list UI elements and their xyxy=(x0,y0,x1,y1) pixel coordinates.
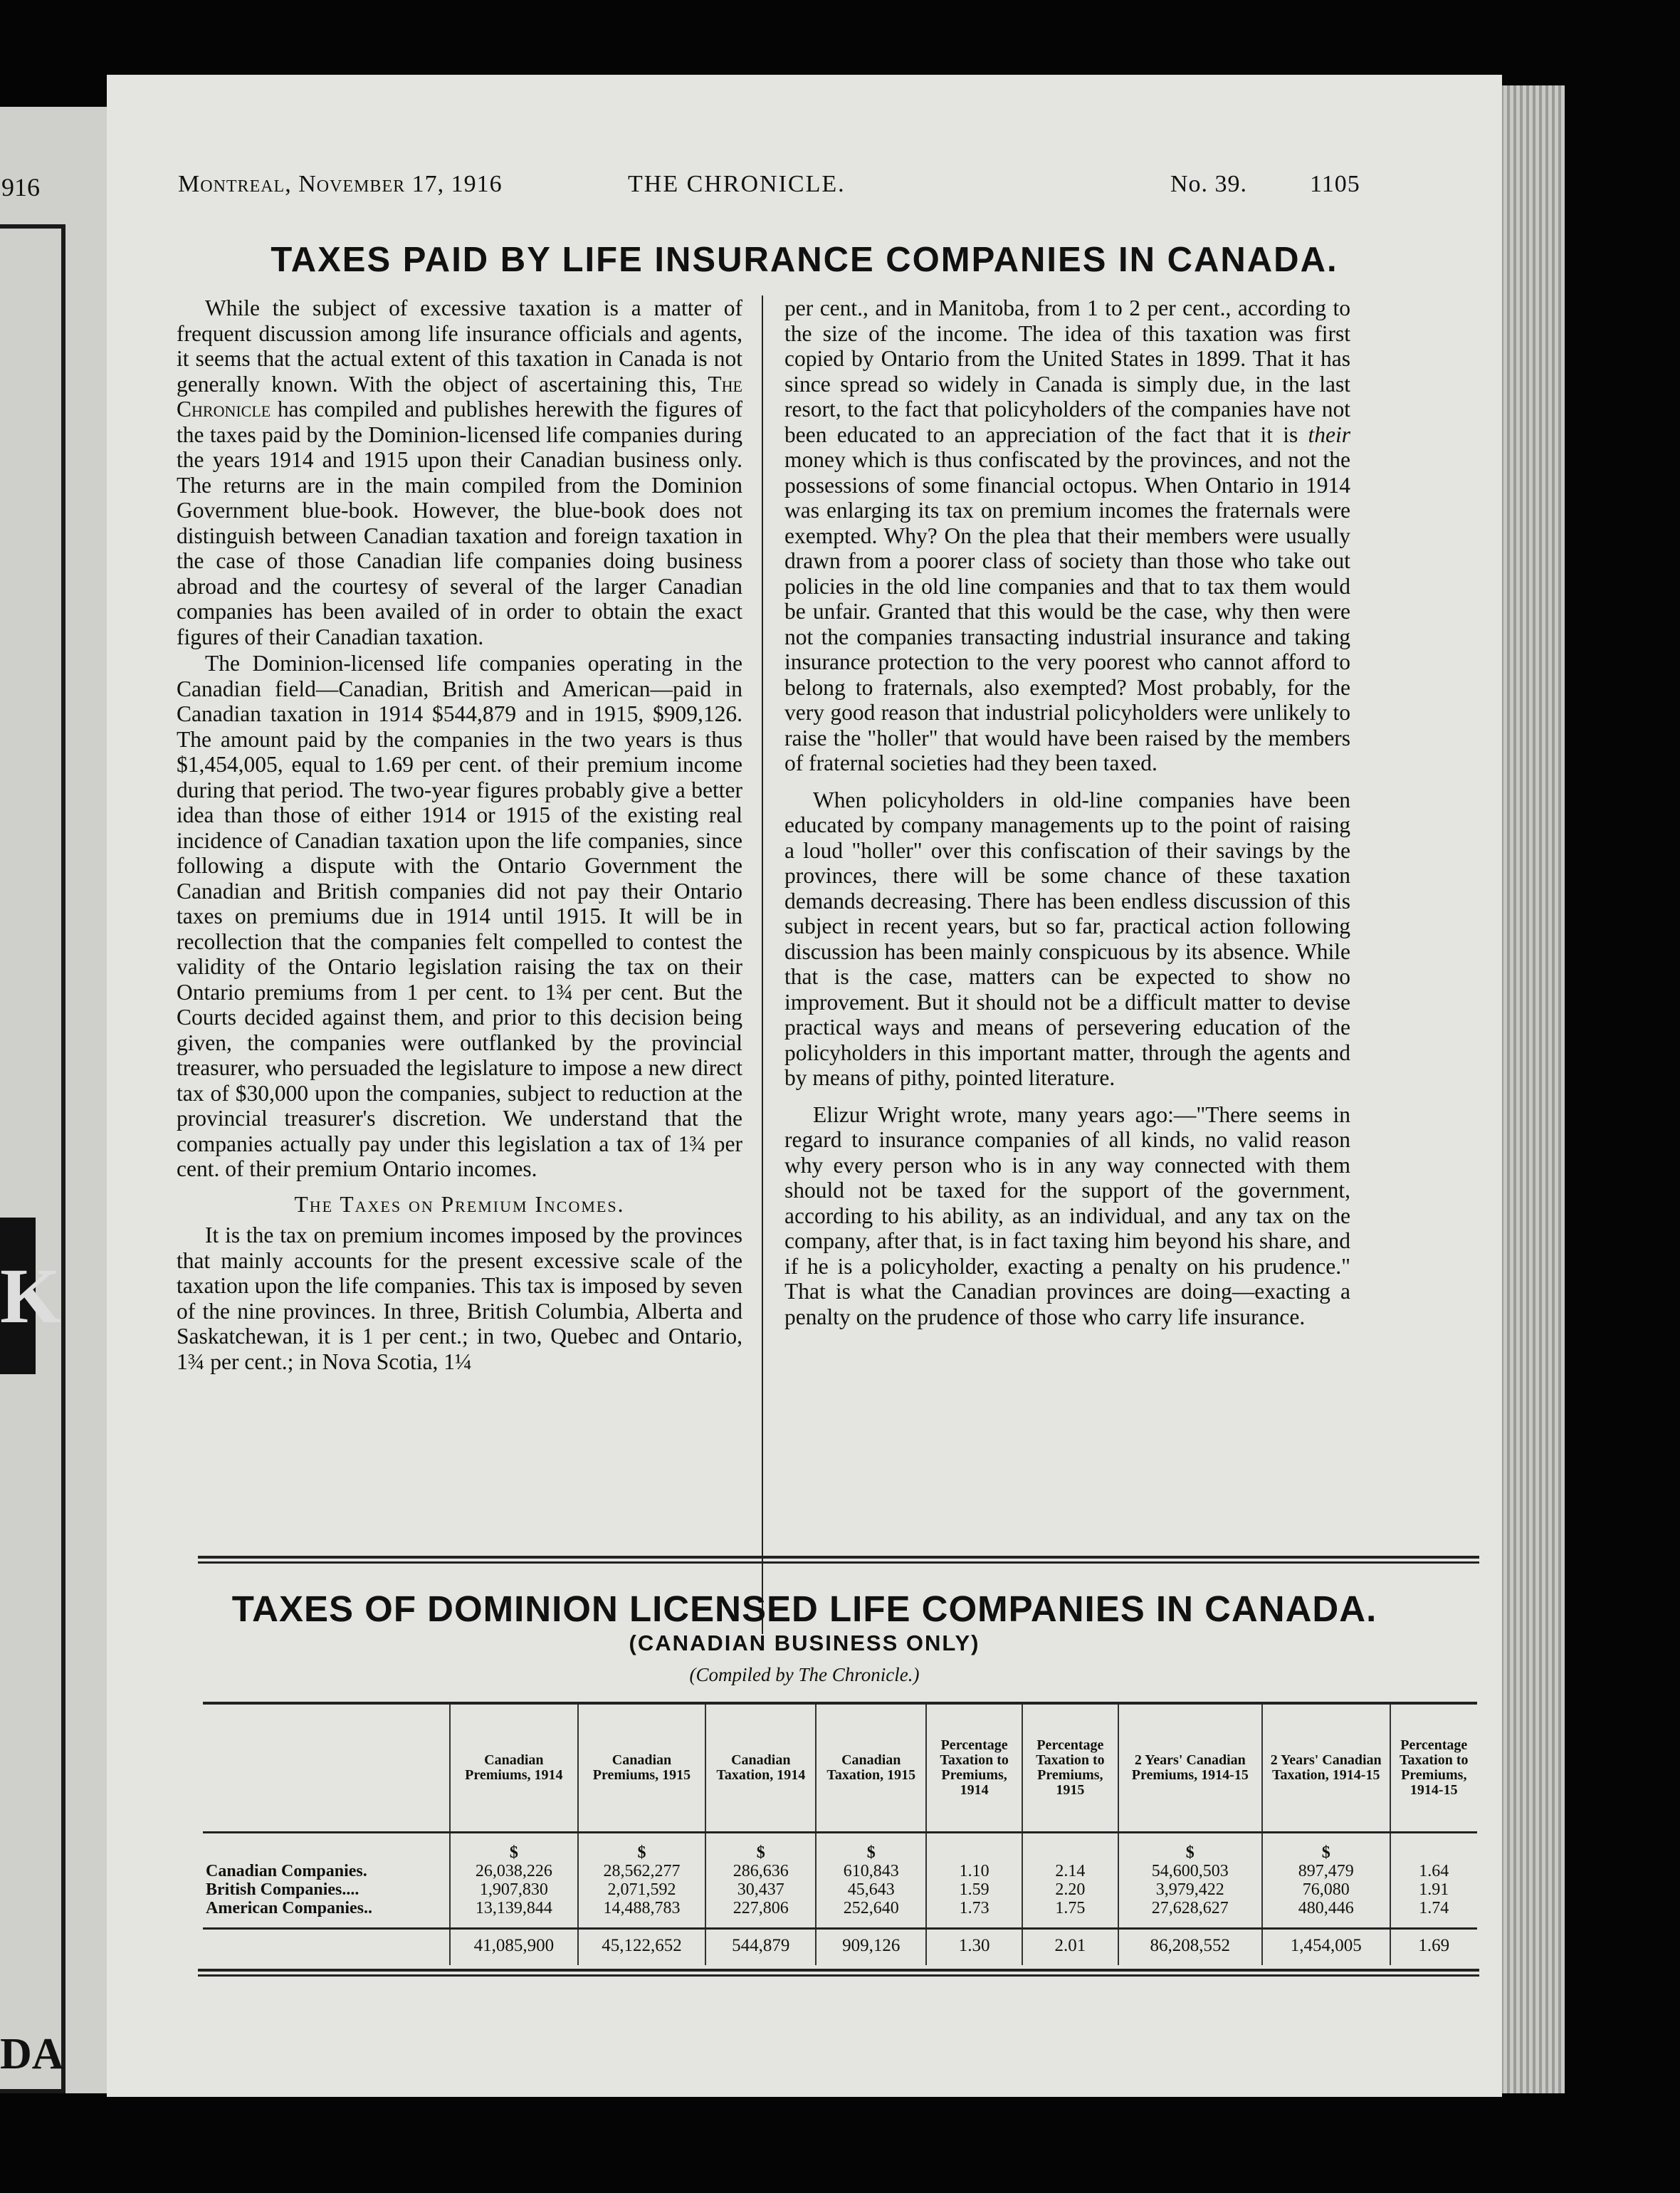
book-fore-edge xyxy=(1501,85,1565,2093)
table-cell: 1.73 xyxy=(959,1899,989,1917)
dollar-mark: $ xyxy=(637,1843,646,1862)
table-cell: 76,080 xyxy=(1302,1880,1350,1899)
section-subheading: The Taxes on Premium Incomes. xyxy=(294,1191,625,1217)
table-cell: 286,636 xyxy=(733,1862,789,1880)
table-subtitle: (CANADIAN BUSINESS ONLY) xyxy=(629,1631,980,1655)
col-pct-1915 xyxy=(1022,1833,1118,1929)
table-cell: 14,488,783 xyxy=(603,1899,681,1917)
issue-number: No. 39. xyxy=(1170,171,1248,197)
adjacent-page-fragment: DA xyxy=(0,2030,64,2078)
table-cell: 1,907,830 xyxy=(479,1880,548,1899)
table-cell: 26,038,226 xyxy=(475,1862,552,1880)
col-taxation-1915 xyxy=(816,1833,926,1929)
column-divider xyxy=(762,295,763,1634)
journal-page xyxy=(107,75,1502,2097)
col-pct-1914 xyxy=(926,1833,1022,1929)
total-cell: 544,879 xyxy=(705,1929,816,1966)
total-cell: 1.69 xyxy=(1390,1929,1477,1966)
row-labels xyxy=(203,1833,450,1929)
table-cell: 13,139,844 xyxy=(475,1899,552,1917)
header-taxation-1914: Canadian Taxation, 1914 xyxy=(705,1703,816,1833)
col-premiums-1914 xyxy=(450,1833,578,1929)
paragraph-3-continued: per cent., and in Manitoba, from 1 to 2 per cent., according to the size of the income. The idea of this taxation was first copied by Ontario from the United States in 1899. That it has since spread so widely in Canada is simply due, in the last resort, to the fact that policyholders of the companies have not been educated to an appreciation of the fact that it is their money which is thus confiscated by the provinces, and not the possessions of some financial octopus. When Ontario in 1914 was enlarging its tax on premium incomes the fraternals were exempted. Why? On the plea that their members were usually drawn from a poorer class of society than those who take out policies in the old line companies and that to tax them would be unfair. Granted that this would be the case, why then were not the companies transacting industrial insurance and taking insurance protection to the very poorest who cannot afford to belong to fraternals, also exempted? Most probably, for the very good reason that industrial policyholders were unlikely to raise the "holler" that would have been raised by the members of fraternal societies had they been taxed. xyxy=(784,295,1350,775)
total-cell: 86,208,552 xyxy=(1118,1929,1262,1966)
row-label-canadian: Canadian Companies. xyxy=(206,1862,367,1880)
table-cell: 227,806 xyxy=(733,1899,789,1917)
table-note: (Compiled by The Chronicle.) xyxy=(689,1664,920,1685)
article-column-right xyxy=(784,295,1350,1634)
row-label-british: British Companies.... xyxy=(206,1880,359,1899)
total-cell: 1.30 xyxy=(926,1929,1022,1966)
total-cell: 45,122,652 xyxy=(578,1929,706,1966)
col-two-year-premiums xyxy=(1118,1833,1262,1929)
table-cell: 897,479 xyxy=(1298,1862,1354,1880)
header-two-year-taxation: 2 Years' Canadian Taxation, 1914-15 xyxy=(1262,1703,1390,1833)
paragraph-2: The Dominion-licensed life companies operating in the Canadian field—Canadian, British and American—paid in Canadian taxation in 1914 $544,879 and in 1915, $909,126. The amount paid by the companies in the two years is thus $1,454,005, equal to 1.69 per cent. of their premium income during that period. The two-year figures probably give a better idea than those of either 1914 or 1915 of the existing real incidence of Canadian taxation upon the life companies, since following a dispute with the Ontario Government the Canadian and British companies did not pay their Ontario taxes on premiums due in 1914 until 1915. It will be in recollection that the companies felt compelled to contest the validity of the Ontario legislation raising the tax on their Ontario premiums from 1 per cent. to 1¾ per cent. But the Courts decided against them, and prior to this decision being given, the companies were outflanked by the provincial treasurer, who persuaded the legislature to impose a new direct tax of $30,000 upon the companies, subject to reduction at the provincial treasurer's discretion. We understand that the companies actually pay under this legislation a tax of 1¾ per cent. of their premium Ontario incomes. xyxy=(177,651,742,1181)
table-cell: 252,640 xyxy=(843,1899,899,1917)
table-cell: 1.75 xyxy=(1055,1899,1086,1917)
article-headline: TAXES PAID BY LIFE INSURANCE COMPANIES IN CANADA. xyxy=(271,241,1338,279)
total-cell: 41,085,900 xyxy=(450,1929,578,1966)
header-pct-1914: Percentage Taxation to Premiums, 1914 xyxy=(926,1703,1022,1833)
paragraph-3: It is the tax on premium incomes imposed by the provinces that mainly accounts for the present excessive scale of the taxation upon the life companies. This tax is imposed by seven of the nine provinces. In three, British Columbia, Alberta and Saskatchewan, it is 1 per cent.; in two, Quebec and Ontario, 1¾ per cent.; in Nova Scotia, 1¼ xyxy=(177,1223,742,1374)
table-cell: 1.10 xyxy=(959,1862,989,1880)
table-title: TAXES OF DOMINION LICENSED LIFE COMPANIES IN CANADA. xyxy=(231,1589,1377,1629)
dateline: Montreal, November 17, 1916 xyxy=(178,171,503,197)
table-cell: 54,600,503 xyxy=(1151,1862,1229,1880)
table-total-row xyxy=(203,1929,1477,1966)
header-taxation-1915: Canadian Taxation, 1915 xyxy=(816,1703,926,1833)
col-two-year-pct xyxy=(1390,1833,1477,1929)
dollar-mark: $ xyxy=(509,1843,518,1862)
row-label-american: American Companies.. xyxy=(206,1899,372,1917)
paragraph-5: Elizur Wright wrote, many years ago:—"There seems in regard to insurance companies of all kinds, no valid reason why every person who is in any way connected with them should not be taxed for the support of the government, according to his ability, as an individual, and any tax on the company, after that, is in fact taxing him beyond his share, and if he is a policyholder, exacting a penalty on his prudence." That is what the Canadian provinces are doing—exacting a penalty on the prudence of those who carry life insurance. xyxy=(784,1101,1350,1329)
dollar-mark: $ xyxy=(756,1843,765,1862)
journal-name: The Chronicle xyxy=(177,371,742,422)
table-bottom-rule xyxy=(198,1969,1479,1977)
adjacent-page-frame xyxy=(0,224,65,2093)
table-cell: 480,446 xyxy=(1298,1899,1354,1917)
page-number: 1105 xyxy=(1310,171,1360,197)
header-pct-1915: Percentage Taxation to Premiums, 1915 xyxy=(1022,1703,1118,1833)
table-cell: 45,643 xyxy=(847,1880,895,1899)
table-cell: 2.14 xyxy=(1055,1862,1086,1880)
table-cell: 610,843 xyxy=(843,1862,899,1880)
table-cell: 28,562,277 xyxy=(603,1862,681,1880)
table-cell: 30,437 xyxy=(737,1880,784,1899)
col-two-year-taxation xyxy=(1262,1833,1390,1929)
dollar-mark: $ xyxy=(866,1843,876,1862)
table-cell: 3,979,422 xyxy=(1155,1880,1224,1899)
table-cell: 1.74 xyxy=(1419,1899,1449,1917)
header-premiums-1915: Canadian Premiums, 1915 xyxy=(578,1703,706,1833)
adjacent-page-edge xyxy=(0,107,107,2093)
header-two-year-premiums: 2 Years' Canadian Premiums, 1914-15 xyxy=(1118,1703,1262,1833)
table-top-rule xyxy=(198,1556,1479,1564)
total-cell: 909,126 xyxy=(816,1929,926,1966)
table-cell: 2,071,592 xyxy=(607,1880,676,1899)
table-cell: 27,628,627 xyxy=(1151,1899,1229,1917)
paragraph-1: While the subject of excessive taxation is a matter of frequent discussion among life insurance officials and agents, it seems that the actual extent of this taxation in Canada is not generally known. With the object of ascertaining this, The Chronicle has compiled and publishes herewith the figures of the taxes paid by the Dominion-licensed life companies during the years 1914 and 1915 upon their Canadian business only. The returns are in the main compiled from the Dominion Government blue-book. However, the blue-book does not distinguish between Canadian taxation and foreign taxation in the case of those Canadian life companies doing business abroad and the courtesy of several of the larger Canadian companies has been availed of in order to obtain the exact figures of their Canadian taxation. xyxy=(177,295,742,649)
table-cell: 1.64 xyxy=(1419,1862,1449,1880)
table-cell: 2.20 xyxy=(1055,1880,1086,1899)
dollar-mark: $ xyxy=(1321,1843,1330,1862)
header-two-year-pct: Percentage Taxation to Premiums, 1914-15 xyxy=(1390,1703,1477,1833)
total-cell: 1,454,005 xyxy=(1262,1929,1390,1966)
total-label-blank xyxy=(203,1929,450,1966)
header-premiums-1914: Canadian Premiums, 1914 xyxy=(450,1703,578,1833)
adjacent-page-number: 916 xyxy=(1,173,40,201)
table-body-row xyxy=(203,1833,1477,1929)
journal-title: THE CHRONICLE. xyxy=(628,171,846,197)
dollar-mark: $ xyxy=(1185,1843,1195,1862)
paragraph-4: When policyholders in old-line companies have been educated by company managements up to the point of raising a loud "holler" over this confiscation of their savings by the provinces, there will be some chance of these taxation demands decreasing. There has been endless discussion of this subject in recent years, but so far, practical action following discussion has been mainly conspicuous by its absence. While that is the case, matters can be expected to show no improvement. But it should not be a difficult matter to devise practical ways and means of persevering education of the policyholders in this important matter, through the agents and by means of pithy, pointed literature. xyxy=(784,787,1350,1090)
col-premiums-1915 xyxy=(578,1833,706,1929)
table-header-row xyxy=(203,1703,1477,1833)
table-cell: 1.59 xyxy=(959,1880,989,1899)
col-taxation-1914 xyxy=(705,1833,816,1929)
header-blank xyxy=(203,1703,450,1833)
table-cell: 1.91 xyxy=(1419,1880,1449,1899)
adjacent-page-block: K xyxy=(0,1218,36,1374)
taxes-table xyxy=(203,1702,1477,1965)
article-column-left xyxy=(177,295,742,1634)
total-cell: 2.01 xyxy=(1022,1929,1118,1966)
